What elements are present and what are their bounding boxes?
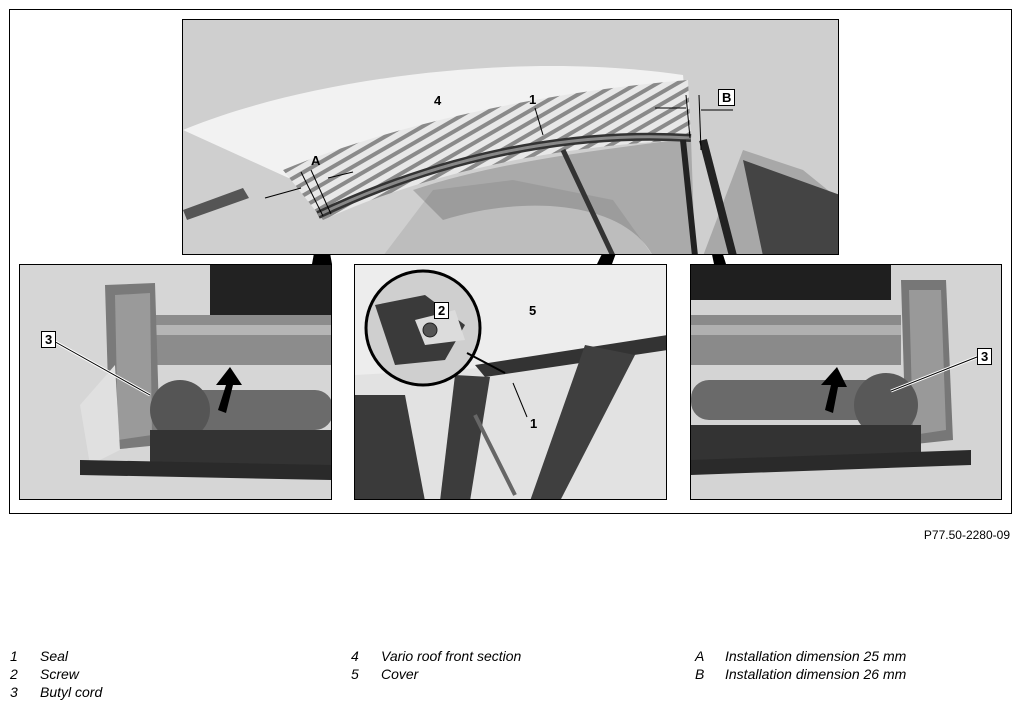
- callout-4-main: 4: [434, 93, 442, 108]
- callout-1-center: 1: [530, 416, 538, 431]
- main-roof-photo: [182, 19, 839, 255]
- figure-id: P77.50-2280-09: [923, 528, 1010, 542]
- right-detail-illustration: [691, 265, 1002, 500]
- legend-item: [351, 665, 521, 683]
- legend-key: A: [695, 648, 705, 664]
- detail-left-butyl-cord: [19, 264, 332, 500]
- legend-item: [10, 647, 102, 665]
- center-detail-illustration: [355, 265, 667, 500]
- callout-b-main: B: [718, 89, 735, 106]
- legend-item: [10, 683, 102, 701]
- legend-column-2: [351, 647, 521, 683]
- legend-item: [10, 665, 102, 683]
- detail-right-butyl-cord: [690, 264, 1002, 500]
- legend-column-3: [695, 647, 906, 683]
- legend-key: B: [695, 666, 705, 682]
- legend-text: Screw: [40, 666, 79, 682]
- legend-key: 3: [10, 684, 18, 700]
- callout-5-center: 5: [529, 303, 537, 318]
- legend-text: Installation dimension 26 mm: [725, 666, 907, 682]
- legend-key: 1: [10, 648, 18, 664]
- legend-item: [695, 647, 906, 665]
- callout-3-right: 3: [977, 348, 992, 365]
- legend-text: Vario roof front section: [381, 648, 522, 664]
- callout-3-left: 3: [41, 331, 56, 348]
- legend-key: 4: [351, 648, 359, 664]
- callout-a-main: A: [311, 153, 321, 168]
- legend-text: Installation dimension 25 mm: [725, 648, 907, 664]
- legend-column-1: [10, 647, 102, 701]
- roof-illustration: [183, 20, 839, 255]
- callout-1-main: 1: [529, 92, 537, 107]
- legend-text: Cover: [381, 666, 419, 682]
- left-detail-illustration: [20, 265, 332, 500]
- legend-key: 5: [351, 666, 359, 682]
- legend-item: [351, 647, 521, 665]
- legend-item: [695, 665, 906, 683]
- detail-center-screw: [354, 264, 667, 500]
- legend-key: 2: [10, 666, 18, 682]
- callout-2-center: 2: [434, 302, 449, 319]
- legend-text: Seal: [40, 648, 69, 664]
- legend-text: Butyl cord: [40, 684, 103, 700]
